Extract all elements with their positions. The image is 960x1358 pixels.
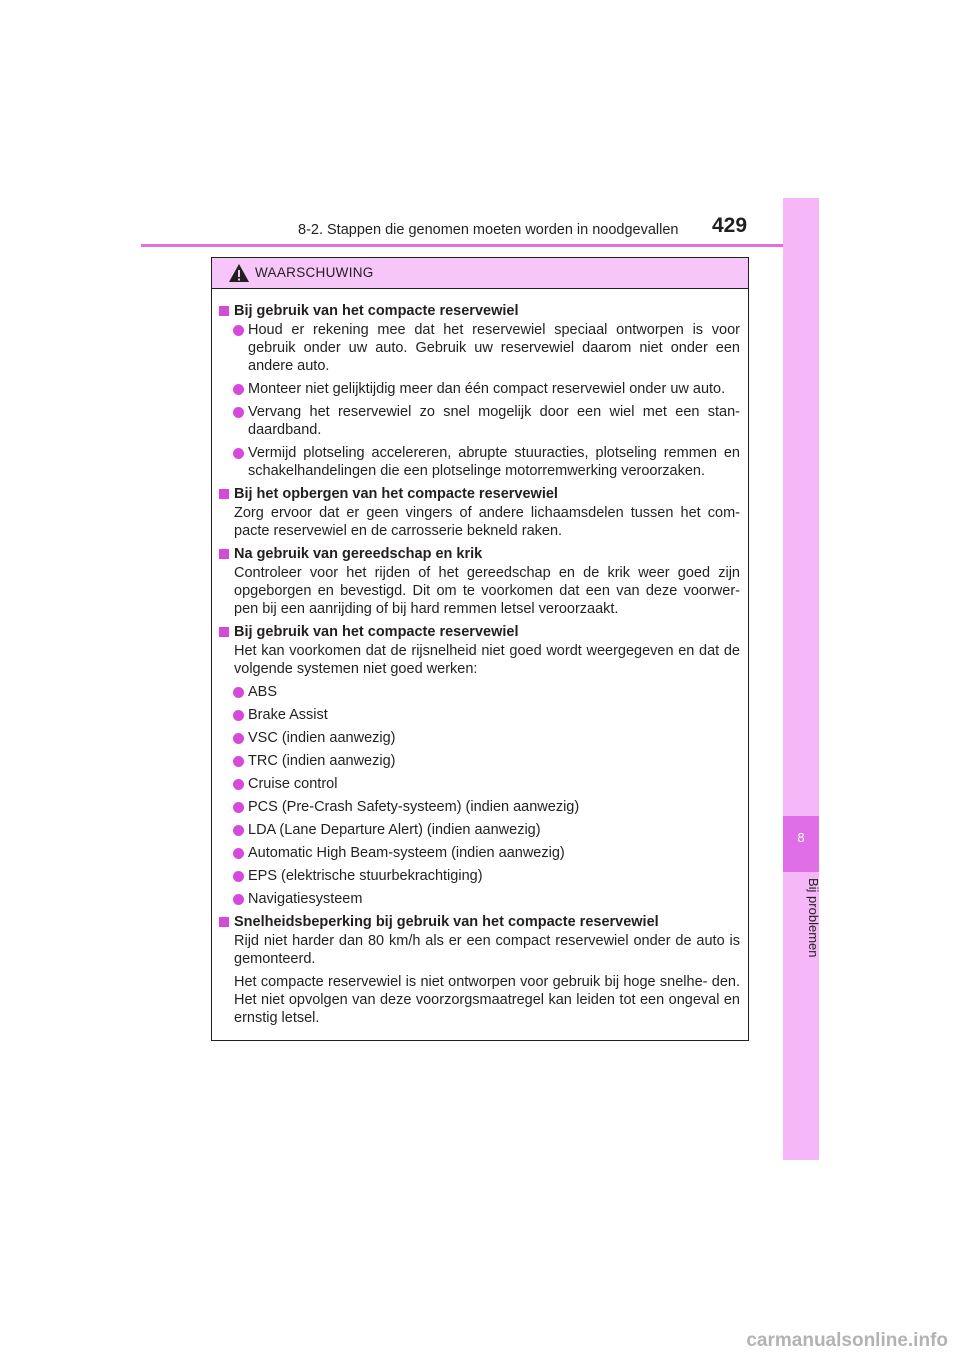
- system-list: [217, 683, 740, 908]
- warning-label: WAARSCHUWING: [255, 265, 374, 280]
- page-header-title: 8-2. Stappen die genomen moeten worden in noodgevallen: [298, 222, 679, 238]
- section-heading: Bij gebruik van het compacte reservewiel: [217, 623, 740, 641]
- list-item: PCS (Pre-Crash Safety-systeem) (indien aanwezig): [217, 798, 740, 816]
- list-item: Brake Assist: [217, 706, 740, 724]
- round-bullet-icon: [233, 407, 244, 418]
- bullet-item: Houd er rekening mee dat het reservewiel speciaal ontworpen is voor gebruik onder uw auto. Gebruik uw reservewiel daarom niet onder een andere auto.: [217, 321, 740, 375]
- round-bullet-icon: [233, 687, 244, 698]
- list-item: VSC (indien aanwezig): [217, 729, 740, 747]
- paragraph: Rijd niet harder dan 80 km/h als er een compact reservewiel onder de auto is gemonteerd.: [234, 933, 740, 967]
- list-item: Navigatiesysteem: [217, 890, 740, 908]
- list-item: TRC (indien aanwezig): [217, 752, 740, 770]
- list-item: Automatic High Beam-systeem (indien aanwezig): [217, 844, 740, 862]
- square-bullet-icon: [219, 917, 229, 927]
- warning-box: [211, 257, 749, 1041]
- round-bullet-icon: [233, 848, 244, 859]
- watermark: carmanualsonline.info: [746, 1330, 948, 1351]
- round-bullet-icon: [233, 894, 244, 905]
- chapter-number: 8: [797, 830, 805, 845]
- bullet-item: Vermijd plotseling accelereren, abrupte stuuracties, plotseling remmen en schakelhandelingen die een plotselinge motorremwerking veroorzaken.: [217, 444, 740, 480]
- list-item: ABS: [217, 683, 740, 701]
- header-rule: [141, 244, 819, 247]
- warning-header: [212, 258, 748, 289]
- round-bullet-icon: [233, 802, 244, 813]
- paragraph: Zorg ervoor dat er geen vingers of andere lichaamsdelen tussen het com- pacte reservewiel en de carrosserie bekneld raken.: [234, 505, 740, 539]
- round-bullet-icon: [233, 756, 244, 767]
- round-bullet-icon: [233, 779, 244, 790]
- paragraph: Het kan voorkomen dat de rijsnelheid niet goed wordt weergegeven en dat de volgende systemen niet goed werken:: [234, 643, 740, 677]
- round-bullet-icon: [233, 384, 244, 395]
- list-item: EPS (elektrische stuurbekrachtiging): [217, 867, 740, 885]
- warning-triangle-icon: [228, 263, 250, 283]
- square-bullet-icon: [219, 489, 229, 499]
- round-bullet-icon: [233, 825, 244, 836]
- section-heading: Snelheidsbeperking bij gebruik van het compacte reservewiel: [217, 913, 740, 931]
- round-bullet-icon: [233, 710, 244, 721]
- round-bullet-icon: [233, 733, 244, 744]
- round-bullet-icon: [233, 448, 244, 459]
- section-heading: Bij gebruik van het compacte reservewiel: [217, 302, 740, 320]
- list-item: LDA (Lane Departure Alert) (indien aanwezig): [217, 821, 740, 839]
- side-chapter-tab: [783, 198, 819, 1160]
- bullet-item: Vervang het reservewiel zo snel mogelijk door een wiel met een stan- daardband.: [217, 403, 740, 439]
- paragraph: Het compacte reservewiel is niet ontworpen voor gebruik bij hoge snelhe- den. Het niet opvolgen van deze voorzorgsmaatregel kan leiden tot een ongeval en ernstig letsel.: [234, 974, 740, 1026]
- round-bullet-icon: [233, 871, 244, 882]
- section-heading: Na gebruik van gereedschap en krik: [217, 545, 740, 563]
- round-bullet-icon: [233, 325, 244, 336]
- square-bullet-icon: [219, 549, 229, 559]
- bullet-item: Monteer niet gelijktijdig meer dan één compact reservewiel onder uw auto.: [217, 380, 740, 398]
- list-item: Cruise control: [217, 775, 740, 793]
- warning-body: [212, 289, 748, 1027]
- page-number: 429: [712, 214, 748, 237]
- square-bullet-icon: [219, 627, 229, 637]
- section-heading: Bij het opbergen van het compacte reservewiel: [217, 485, 740, 503]
- chapter-title: Bij problemen: [806, 878, 821, 958]
- paragraph: Controleer voor het rijden of het gereedschap en de krik weer goed zijn opgeborgen en bevestigd. Dit om te voorkomen dat een van deze voorwer- pen bij een aanrijding of bij hard remmen letsel veroorzaakt.: [234, 565, 740, 617]
- square-bullet-icon: [219, 306, 229, 316]
